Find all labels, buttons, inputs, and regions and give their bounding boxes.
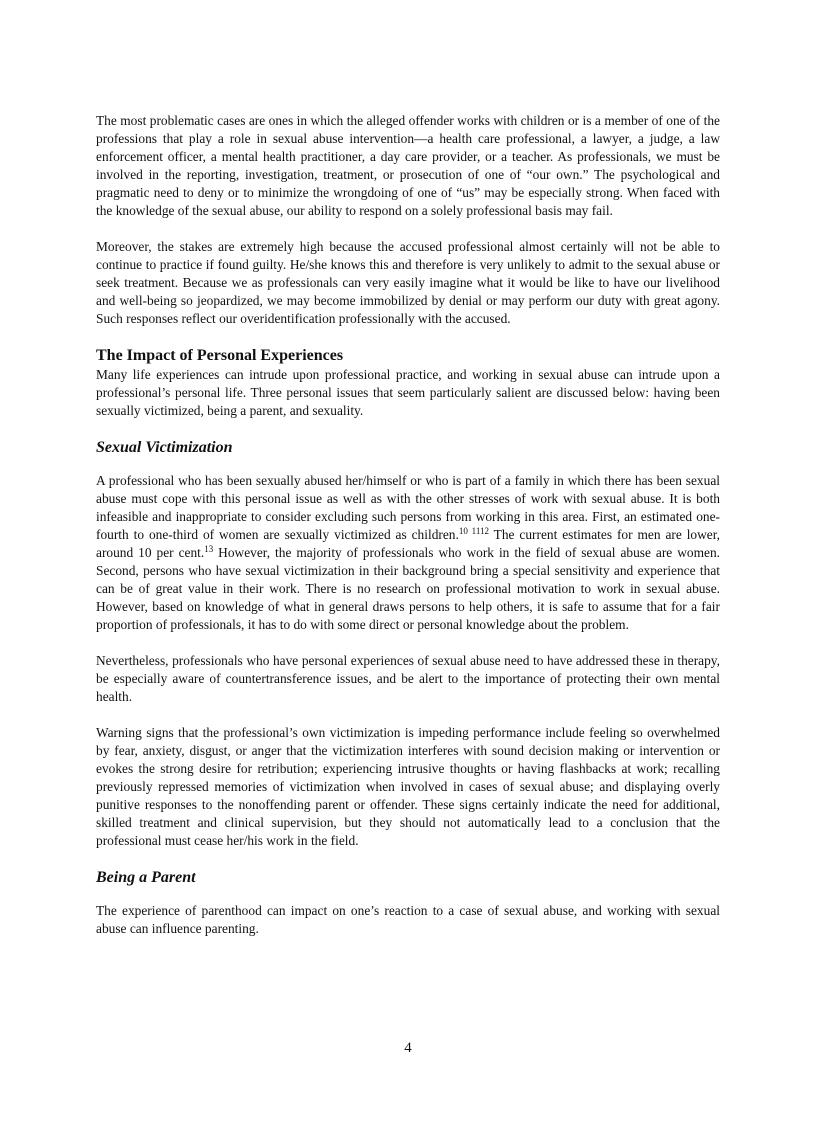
footnote-ref: 13 bbox=[204, 544, 214, 554]
heading-impact-personal-experiences: The Impact of Personal Experiences bbox=[96, 347, 344, 364]
footnote-ref: 10 1112 bbox=[458, 526, 489, 536]
paragraph-stakes: Moreover, the stakes are extremely high because the accused professional almost certainly will not be able to continue to practice if found guilty. He/she knows this and therefore is very unlikely to admit to the sexual abuse or seek treatment. Because we as professionals can very easily imagine what it would be like to have our livelihood and well-being so jeopardized, we may become immobilized by denial or may perform our duty with great agony. Such responses reflect our overidentification professionally with the accused. bbox=[96, 239, 720, 326]
heading-sexual-victimization: Sexual Victimization bbox=[96, 439, 233, 456]
paragraph-offender-professions: The most problematic cases are ones in which the alleged offender works with children or is a member of one of the professions that play a role in sexual abuse intervention—a health care professional, a lawyer, a judge, a law enforcement officer, a mental health practitioner, a day care provider, or a teacher. As professionals, we must be involved in the reporting, investigation, treatment, or prosecution of one of “our own.” The psychological and pragmatic need to deny or to minimize the wrongdoing of one of “us” may be especially strong. When faced with the knowledge of the sexual abuse, our ability to respond on a solely professional basis may fail. bbox=[96, 113, 720, 218]
paragraph-warning-signs: Warning signs that the professional’s own victimization is impeding performance include feeling so overwhelmed by fear, anxiety, disgust, or anger that the victimization interferes with sound decision making or intervention or evokes the strong desire for retribution; experiencing intrusive thoughts or having flashbacks at work; recalling previously repressed memories of victimization when involved in cases of sexual abuse; and displaying overly punitive responses to the nonoffending parent or offender. These signs certainly indicate the need for additional, skilled treatment and clinical supervision, but they should not automatically lead to a conclusion that the professional must cease her/his work in the field. bbox=[96, 725, 720, 848]
page-number: 4 bbox=[404, 1040, 412, 1056]
paragraph-parenthood: The experience of parenthood can impact on one’s reaction to a case of sexual abuse, and working with sexual abuse can influence parenting. bbox=[96, 903, 720, 936]
paragraph-part: However, the majority of professionals who work in the field of sexual abuse are women. Second, persons who have sexual victimization in their background bring a special sensitivity and experience that can be of great value in their work. There is no research on professional motivation to work in sexual abuse. However, based on knowledge of what in general draws persons to help others, it is safe to assume that for a fair proportion of professionals, it has to do with some direct or personal knowledge about the problem. bbox=[96, 545, 720, 632]
paragraph-professional-abused bbox=[96, 472, 720, 634]
paragraph-part: A professional who has been sexually abused her/himself or who is part of a family in which there has been sexual abuse must cope with this personal issue as well as with the other stresses of work with sexual abuse. It is both infeasible and inappropriate to consider excluding such persons from working in this area. First, an estimated one-fourth to one-third of women are sexually victimized as children. bbox=[96, 473, 720, 542]
paragraph-part: The current estimates for men are lower, around 10 per cent. bbox=[96, 527, 720, 560]
heading-being-a-parent: Being a Parent bbox=[96, 869, 196, 886]
paragraph-nevertheless: Nevertheless, professionals who have personal experiences of sexual abuse need to have addressed these in therapy, be especially aware of countertransference issues, and be alert to the importance of protecting their own mental health. bbox=[96, 653, 720, 704]
paragraph-life-experiences: Many life experiences can intrude upon professional practice, and working in sexual abuse can intrude upon a professional’s personal life. Three personal issues that seem particularly salient are discussed below: having been sexually victimized, being a parent, and sexuality. bbox=[96, 367, 720, 418]
